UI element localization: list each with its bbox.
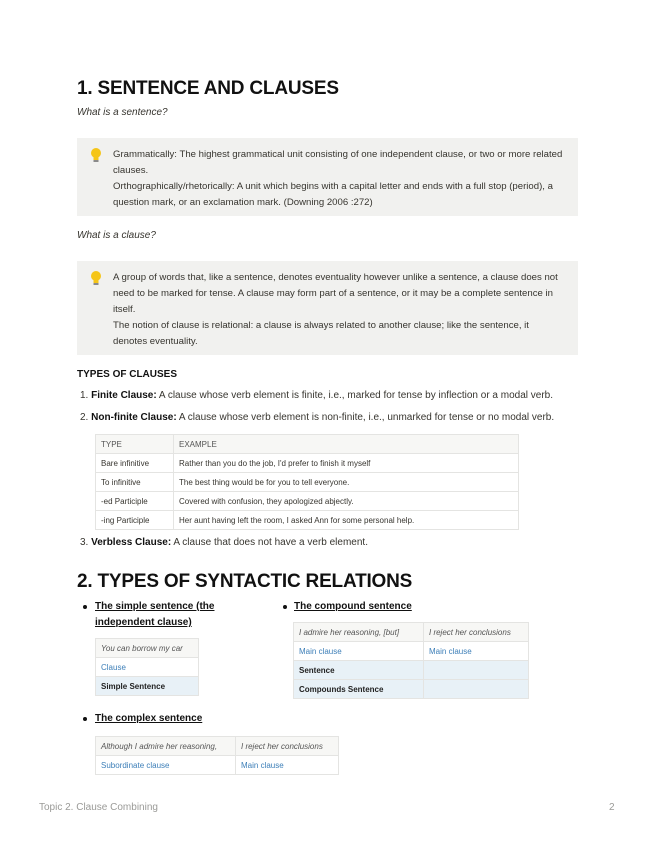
section-title-sentence-and-clauses: 1. SENTENCE AND CLAUSES (77, 78, 339, 99)
example-cell: I reject her conclusions (424, 623, 529, 642)
callout-text-orthographically: Orthographically/rhetorically: A unit which begins with a capital letter and ends with a full stop (period), a question mark, or an exclamation mark. (Downing 2006 :272) (113, 181, 553, 208)
table-row (96, 658, 199, 677)
clause-cell: Main clause (236, 756, 339, 775)
table-row (96, 492, 519, 511)
complex-sentence-label: The complex sentence (95, 713, 203, 724)
clause-cell: Clause (96, 658, 199, 677)
table-row (96, 473, 519, 492)
table-row (96, 737, 339, 756)
list-item-verbless-clause: 3. Verbless Clause: A clause that does not have a verb element. (80, 537, 368, 548)
callout-text-clause-relational: The notion of clause is relational: a clause is always related to another clause; like the sentence, it denotes eventuality. (113, 320, 529, 347)
table-cell: -ed Participle (96, 492, 174, 511)
table-row (294, 680, 529, 699)
table-row (294, 642, 529, 661)
callout-text-grammatically: Grammatically: The highest grammatical unit consisting of one independent clause, or two or more related clauses. (113, 149, 563, 176)
callout-text-clause-group: A group of words that, like a sentence, denotes eventuality however unlike a sentence, a clause does not need to be marked for tense. A clause may form part of a sentence, or it may be a complete sentence in itself. (113, 272, 558, 315)
empty-cell (424, 661, 529, 680)
sentence-type-cell: Compounds Sentence (294, 680, 424, 699)
sentence-cell: Sentence (294, 661, 424, 680)
lightbulb-icon (89, 147, 103, 163)
complex-sentence-table (95, 736, 339, 775)
example-cell: I reject her conclusions (236, 737, 339, 756)
table-row (96, 677, 199, 696)
clause-cell: Main clause (294, 642, 424, 661)
table-cell: Covered with confusion, they apologized abjectly. (174, 492, 519, 511)
lightbulb-icon (89, 270, 103, 286)
example-cell: You can borrow my car (96, 639, 199, 658)
clause-cell: Main clause (424, 642, 529, 661)
table-row (96, 756, 339, 775)
table-row (96, 454, 519, 473)
simple-sentence-table (95, 638, 199, 696)
question-what-is-clause: What is a clause? (77, 230, 156, 241)
clause-cell: Subordinate clause (96, 756, 236, 775)
question-what-is-sentence: What is a sentence? (77, 107, 168, 118)
empty-cell (424, 680, 529, 699)
table-row (294, 623, 529, 642)
table-row (96, 511, 519, 530)
table-cell: Her aunt having left the room, I asked Ann for some personal help. (174, 511, 519, 530)
bullet-dot (83, 605, 87, 609)
table-cell: Rather than you do the job, I'd prefer to finish it myself (174, 454, 519, 473)
example-cell: I admire her reasoning, [but] (294, 623, 424, 642)
table-header-cell: TYPE (96, 435, 174, 454)
callout-clause-definition (77, 261, 578, 355)
table-cell: -ing Participle (96, 511, 174, 530)
simple-sentence-label: The simple sentence (the independent clause) (95, 601, 215, 628)
bullet-dot (83, 717, 87, 721)
table-cell: The best thing would be for you to tell everyone. (174, 473, 519, 492)
sentence-type-cell: Simple Sentence (96, 677, 199, 696)
table-row (294, 661, 529, 680)
compound-sentence-label: The compound sentence (294, 601, 412, 612)
footer-topic: Topic 2. Clause Combining (39, 802, 158, 813)
list-item-finite-clause: 1. Finite Clause: A clause whose verb element is finite, i.e., marked for tense by inflection or a modal verb. (80, 390, 554, 401)
section-title-syntactic-relations: 2. TYPES OF SYNTACTIC RELATIONS (77, 571, 413, 592)
list-item-nonfinite-clause: 2. Non-finite Clause: A clause whose verb element is non-finite, i.e., unmarked for tense or no modal verb. (80, 412, 555, 423)
bullet-dot (283, 605, 287, 609)
table-header-cell: EXAMPLE (174, 435, 519, 454)
nonfinite-types-table (95, 434, 519, 530)
footer-page-number: 2 (609, 802, 615, 813)
types-of-clauses-heading: TYPES OF CLAUSES (77, 369, 178, 380)
example-cell: Although I admire her reasoning, (96, 737, 236, 756)
compound-sentence-table (293, 622, 529, 699)
table-cell: To infinitive (96, 473, 174, 492)
table-cell: Bare infinitive (96, 454, 174, 473)
table-row (96, 639, 199, 658)
table-header-row (96, 435, 519, 454)
callout-sentence-definition (77, 138, 578, 216)
